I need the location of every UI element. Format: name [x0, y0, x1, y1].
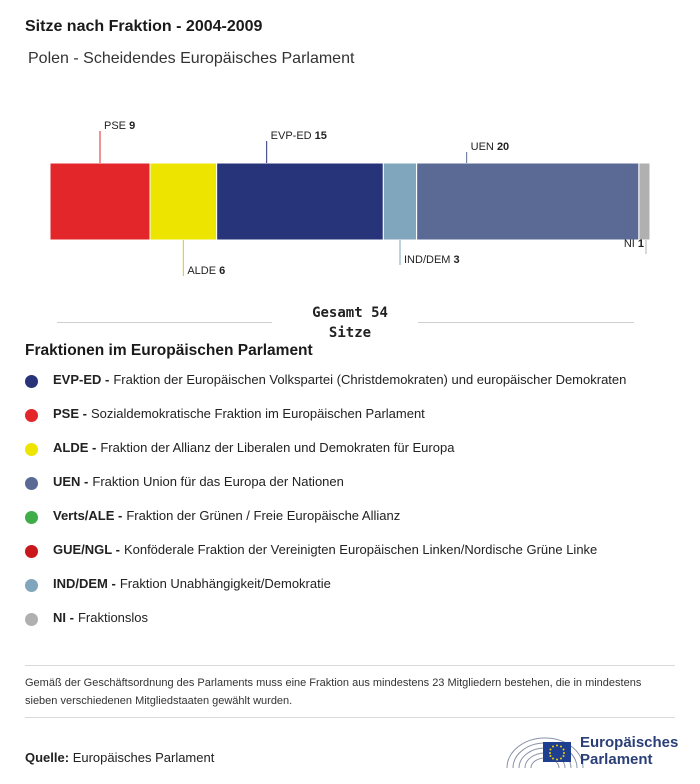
- source-label: Quelle:: [25, 750, 70, 765]
- total-seats-line2: Sitze: [328, 325, 372, 341]
- segment-label: PSE 9: [104, 120, 136, 132]
- logo-line1: Europäisches: [580, 734, 679, 751]
- bar-segment-pse: [50, 163, 150, 240]
- legend-item: [25, 508, 626, 542]
- total-seats-label: [290, 303, 410, 343]
- legend-color-dot: [25, 477, 38, 490]
- legend-item: [25, 372, 626, 406]
- segment-label: NI 1: [623, 238, 644, 250]
- source-value: Europäisches Parlament: [72, 750, 215, 765]
- legend-color-dot: [25, 613, 38, 626]
- legend-item: [25, 610, 626, 644]
- legend-color-dot: [25, 375, 38, 388]
- legend-abbreviation: PSE -: [53, 406, 87, 421]
- bar-segment-ni: [639, 163, 650, 240]
- bar-segment-inddem: [383, 163, 416, 240]
- legend-list: [25, 372, 626, 644]
- legend-abbreviation: IND/DEM -: [53, 576, 116, 591]
- legend-abbreviation: GUE/NGL -: [53, 542, 120, 557]
- legend-abbreviation: EVP-ED -: [53, 372, 110, 387]
- legend-item: [25, 542, 626, 576]
- legend-description: Fraktion Union für das Europa der Nationen: [92, 474, 344, 489]
- legend-description: Fraktion Unabhängigkeit/Demokratie: [119, 576, 331, 591]
- segment-label: EVP-ED 15: [270, 130, 327, 142]
- segment-label: IND/DEM 3: [404, 254, 460, 266]
- bar-segment-evped: [217, 163, 384, 240]
- logo-wordmark: [580, 734, 678, 768]
- bar-segment-uen: [417, 163, 639, 240]
- legend-description: Fraktion der Europäischen Volkspartei (Christdemokraten) und europäischer Demokraten: [113, 372, 627, 387]
- legend-item: [25, 440, 626, 474]
- legend-description: Fraktionslos: [77, 610, 149, 625]
- total-divider-left: [57, 322, 272, 323]
- source-line: [25, 750, 214, 765]
- total-divider-right: [418, 322, 634, 323]
- legend-color-dot: [25, 409, 38, 422]
- segment-label: UEN 20: [470, 141, 510, 153]
- legend-description: Fraktion der Allianz der Liberalen und Demokraten für Europa: [100, 440, 455, 455]
- legend-color-dot: [25, 545, 38, 558]
- legend-abbreviation: UEN -: [53, 474, 89, 489]
- segment-label: ALDE 6: [187, 265, 226, 277]
- chart-subtitle: Polen - Scheidendes Europäisches Parlament: [28, 50, 355, 67]
- legend-item: [25, 576, 626, 610]
- legend-description: Sozialdemokratische Fraktion im Europäischen Parlament: [90, 406, 425, 421]
- legend-abbreviation: NI -: [53, 610, 74, 625]
- legend-title: Fraktionen im Europäischen Parlament: [25, 342, 313, 359]
- legend-item: [25, 406, 626, 440]
- footnote-bottom-divider: [25, 717, 675, 718]
- legend-color-dot: [25, 579, 38, 592]
- legend-abbreviation: ALDE -: [53, 440, 97, 455]
- legend-abbreviation: Verts/ALE -: [53, 508, 123, 523]
- legend-description: Fraktion der Grünen / Freie Europäische Allianz: [126, 508, 401, 523]
- legend-color-dot: [25, 443, 38, 456]
- total-seats-line1: Gesamt 54: [312, 305, 388, 321]
- chart-title: Sitze nach Fraktion - 2004-2009: [25, 18, 263, 35]
- footnote-text: Gemäß der Geschäftsordnung des Parlaments muss eine Fraktion aus mindestens 23 Mitgliedern bestehen, die in mindestens sieben verschiedenen Mitgliedstaaten gewählt wurden.: [25, 677, 642, 707]
- footnote-top-divider: [25, 665, 675, 666]
- logo-line2: Parlament: [580, 751, 653, 768]
- legend-item: [25, 474, 626, 508]
- legend-description: Konföderale Fraktion der Vereinigten Europäischen Linken/Nordische Grüne Linke: [123, 542, 598, 557]
- legend-color-dot: [25, 511, 38, 524]
- bar-segment-alde: [150, 163, 217, 240]
- stacked-bar-chart: [0, 100, 700, 290]
